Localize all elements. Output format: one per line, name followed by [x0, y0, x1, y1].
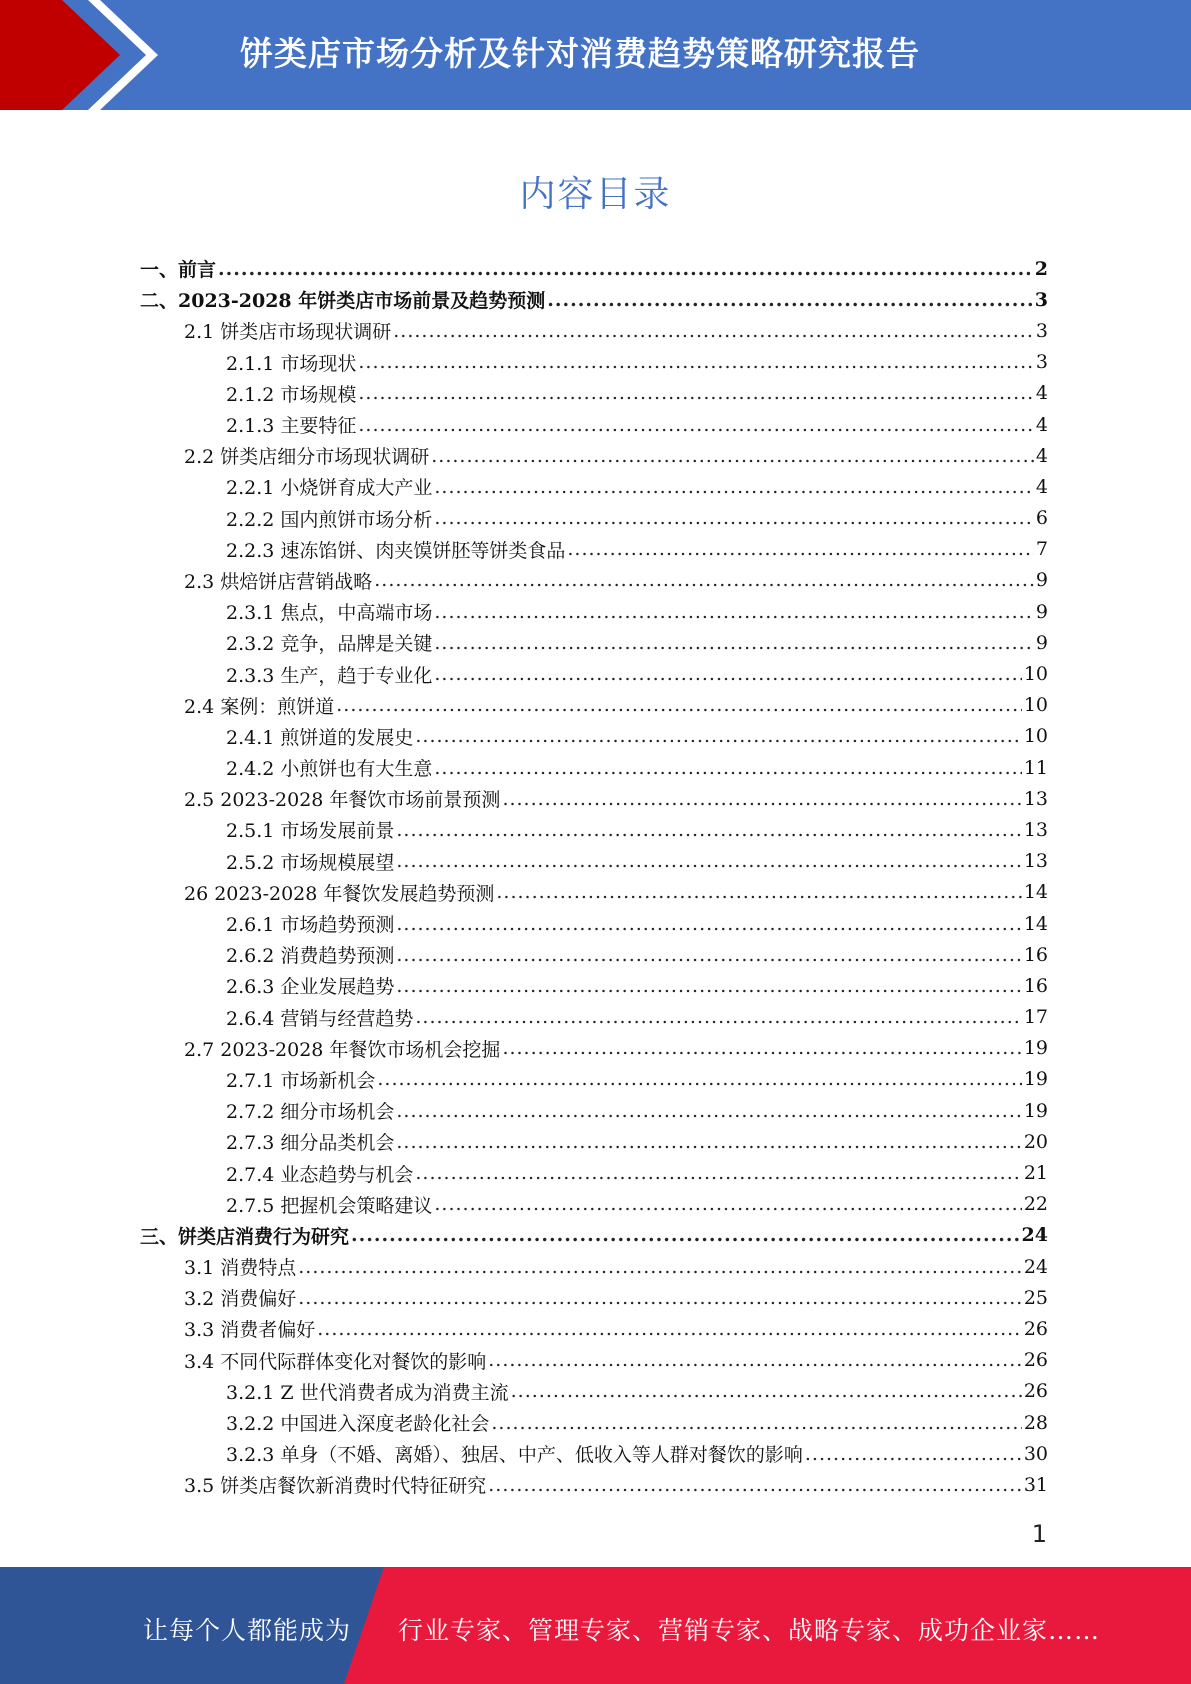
toc-dot-leader — [298, 1256, 1022, 1278]
toc-dot-leader — [491, 1412, 1021, 1434]
toc-entry-page: 10 — [1023, 725, 1048, 748]
toc-entry[interactable] — [140, 1376, 1048, 1407]
toc-entry-page: 11 — [1023, 756, 1048, 779]
header-red-arrow — [0, 0, 120, 110]
toc-dot-leader — [488, 1349, 1022, 1371]
toc-entry[interactable] — [140, 1095, 1048, 1126]
page-number: 1 — [1031, 1520, 1047, 1548]
toc-dot-leader — [396, 1100, 1021, 1122]
toc-entry[interactable] — [140, 814, 1048, 845]
toc-dot-leader — [434, 507, 1034, 529]
toc-entry-label: 3.2.3 单身（不婚、离婚）、独居、中产、低收入等人群对餐饮的影响 — [226, 1444, 803, 1467]
toc-entry-label: 2.7 2023-2028 年餐饮市场机会挖掘 — [184, 1038, 501, 1061]
toc-entry[interactable] — [140, 908, 1048, 939]
toc-entry[interactable] — [140, 503, 1048, 534]
toc-entry-page: 22 — [1023, 1193, 1048, 1216]
toc-dot-leader — [396, 819, 1021, 841]
toc-entry-label: 2.5 2023-2028 年餐饮市场前景预测 — [184, 789, 501, 812]
toc-entry-label: 3.2 消费偏好 — [184, 1288, 297, 1311]
toc-entry-label: 2.7.5 把握机会策略建议 — [226, 1194, 433, 1217]
toc-entry-label: 2.4.1 煎饼道的发展史 — [226, 726, 414, 749]
toc-entry-page: 4 — [1035, 475, 1048, 498]
toc-dot-leader — [298, 1287, 1022, 1309]
toc-dot-leader — [496, 881, 1021, 903]
toc-entry-label: 2.7.3 细分品类机会 — [226, 1132, 395, 1155]
toc-entry-page: 16 — [1023, 943, 1048, 966]
toc-entry-label: 2.3.2 竞争，品牌是关键 — [226, 633, 433, 656]
toc-entry-page: 4 — [1035, 382, 1048, 405]
toc-entry[interactable] — [140, 1313, 1048, 1344]
toc-dot-leader — [434, 757, 1021, 779]
toc-entry-page: 9 — [1035, 631, 1048, 654]
toc-entry-label: 3.5 饼类店餐饮新消费时代特征研究 — [184, 1475, 487, 1498]
toc-entry-page: 16 — [1023, 974, 1048, 997]
toc-entry-page: 3 — [1035, 319, 1048, 342]
toc-dot-leader — [396, 1131, 1021, 1153]
toc-entry-label: 26 2023-2028 年餐饮发展趋势预测 — [184, 882, 495, 905]
report-title: 饼类店市场分析及针对消费趋势策略研究报告 — [240, 34, 920, 73]
table-of-contents — [140, 253, 1048, 1501]
toc-dot-leader — [502, 1037, 1021, 1059]
toc-dot-leader — [396, 850, 1021, 872]
page-footer — [0, 1567, 1191, 1684]
toc-dot-leader — [434, 601, 1034, 623]
toc-entry-page: 2 — [1034, 257, 1048, 280]
toc-entry[interactable] — [140, 1064, 1048, 1095]
toc-dot-leader — [317, 1318, 1022, 1340]
toc-entry-page: 3 — [1034, 288, 1048, 311]
toc-dot-leader — [805, 1443, 1022, 1465]
toc-entry-label: 2.4 案例：煎饼道 — [184, 695, 335, 718]
toc-entry[interactable] — [140, 1438, 1048, 1469]
toc-dot-leader — [374, 569, 1034, 591]
toc-entry[interactable] — [140, 284, 1048, 315]
toc-dot-leader — [393, 320, 1034, 342]
toc-dot-leader — [358, 382, 1034, 404]
toc-entry-page: 31 — [1023, 1473, 1048, 1496]
toc-entry-page: 9 — [1035, 569, 1048, 592]
toc-entry[interactable] — [140, 565, 1048, 596]
toc-dot-leader — [434, 632, 1034, 654]
page-header — [0, 0, 1191, 110]
toc-entry[interactable] — [140, 970, 1048, 1001]
toc-entry[interactable] — [140, 440, 1048, 471]
toc-entry-label: 3.1 消费特点 — [184, 1257, 297, 1280]
toc-entry[interactable] — [140, 1220, 1048, 1251]
toc-entry[interactable] — [140, 1282, 1048, 1313]
toc-entry-page: 13 — [1023, 850, 1048, 873]
toc-dot-leader — [358, 414, 1034, 436]
toc-entry[interactable] — [140, 534, 1048, 565]
toc-entry[interactable] — [140, 1157, 1048, 1188]
toc-entry-page: 24 — [1021, 1224, 1048, 1247]
toc-heading: 内容目录 — [519, 174, 672, 215]
toc-entry-label: 2.2.1 小烧饼育成大产业 — [226, 477, 433, 500]
toc-entry-page: 13 — [1023, 818, 1048, 841]
toc-entry[interactable] — [140, 846, 1048, 877]
toc-entry-label: 3.4 不同代际群体变化对餐饮的影响 — [184, 1350, 487, 1373]
toc-entry-label: 2.2.2 国内煎饼市场分析 — [226, 508, 433, 531]
toc-entry-page: 19 — [1023, 1068, 1048, 1091]
toc-entry-label: 2.2 饼类店细分市场现状调研 — [184, 446, 430, 469]
toc-entry-page: 14 — [1023, 912, 1048, 935]
toc-entry-page: 19 — [1023, 1037, 1048, 1060]
toc-entry-label: 2.1 饼类店市场现状调研 — [184, 321, 392, 344]
toc-entry[interactable] — [140, 1189, 1048, 1220]
toc-entry-page: 26 — [1023, 1349, 1048, 1372]
toc-dot-leader — [434, 663, 1021, 685]
toc-entry-label: 2.1.1 市场现状 — [226, 352, 357, 375]
toc-entry-page: 7 — [1035, 538, 1048, 561]
toc-dot-leader — [511, 1380, 1022, 1402]
toc-entry[interactable] — [140, 315, 1048, 346]
toc-entry-page: 21 — [1023, 1162, 1048, 1185]
toc-entry-label: 2.7.1 市场新机会 — [226, 1069, 376, 1092]
toc-entry[interactable] — [140, 253, 1048, 284]
toc-dot-leader — [351, 1224, 1020, 1246]
toc-dot-leader — [377, 1068, 1021, 1090]
toc-entry[interactable] — [140, 1251, 1048, 1282]
toc-entry[interactable] — [140, 1345, 1048, 1376]
toc-dot-leader — [434, 476, 1034, 498]
toc-entry-label: 2.3 烘焙饼店营销战略 — [184, 570, 373, 593]
toc-entry-label: 2.4.2 小煎饼也有大生意 — [226, 758, 433, 781]
toc-entry-label: 3.2.1 Z 世代消费者成为消费主流 — [226, 1381, 509, 1404]
toc-entry-page: 9 — [1035, 600, 1048, 623]
toc-entry[interactable] — [140, 1002, 1048, 1033]
toc-entry-page: 28 — [1023, 1411, 1048, 1434]
toc-entry-page: 30 — [1023, 1442, 1048, 1465]
footer-slogan-right: 行业专家、管理专家、营销专家、战略专家、成功企业家…… — [398, 1616, 1101, 1645]
toc-entry[interactable] — [140, 409, 1048, 440]
toc-entry[interactable] — [140, 752, 1048, 783]
toc-entry-page: 4 — [1035, 413, 1048, 436]
toc-entry-page: 13 — [1023, 787, 1048, 810]
toc-entry-label: 2.5.2 市场规模展望 — [226, 851, 395, 874]
toc-dot-leader — [502, 788, 1021, 810]
toc-entry[interactable] — [140, 721, 1048, 752]
toc-entry[interactable] — [140, 783, 1048, 814]
toc-entry[interactable] — [140, 939, 1048, 970]
toc-dot-leader — [488, 1474, 1022, 1496]
toc-dot-leader — [567, 538, 1034, 560]
toc-dot-leader — [396, 975, 1021, 997]
toc-entry-label: 2.6.4 营销与经营趋势 — [226, 1007, 414, 1030]
toc-entry-page: 20 — [1023, 1130, 1048, 1153]
toc-entry[interactable] — [140, 658, 1048, 689]
toc-entry[interactable] — [140, 378, 1048, 409]
toc-entry[interactable] — [140, 1033, 1048, 1064]
toc-entry[interactable] — [140, 347, 1048, 378]
toc-dot-leader — [434, 1193, 1021, 1215]
toc-entry[interactable] — [140, 471, 1048, 502]
toc-entry-page: 25 — [1023, 1286, 1048, 1309]
toc-entry-label: 三、饼类店消费行为研究 — [140, 1225, 350, 1248]
toc-entry-page: 26 — [1023, 1317, 1048, 1340]
toc-dot-leader — [547, 289, 1033, 311]
toc-entry[interactable] — [140, 1469, 1048, 1500]
toc-entry-label: 2.1.2 市场规模 — [226, 383, 357, 406]
toc-entry-label: 2.3.1 焦点，中高端市场 — [226, 602, 433, 625]
toc-entry[interactable] — [140, 1407, 1048, 1438]
toc-entry[interactable] — [140, 596, 1048, 627]
toc-entry[interactable] — [140, 877, 1048, 908]
toc-dot-leader — [218, 258, 1033, 280]
toc-entry-label: 一、前言 — [140, 259, 217, 282]
toc-entry-page: 24 — [1023, 1255, 1048, 1278]
toc-entry[interactable] — [140, 1126, 1048, 1157]
toc-dot-leader — [431, 445, 1034, 467]
toc-entry-label: 2.3.3 生产，趋于专业化 — [226, 664, 433, 687]
toc-entry-label: 二、2023-2028 年饼类店市场前景及趋势预测 — [140, 290, 546, 313]
footer-slogan-left: 让每个人都能成为 — [143, 1616, 352, 1645]
toc-entry-page: 3 — [1035, 351, 1048, 374]
toc-entry-label: 2.6.1 市场趋势预测 — [226, 914, 395, 937]
toc-entry-page: 26 — [1023, 1380, 1048, 1403]
toc-entry-label: 2.2.3 速冻馅饼、肉夹馍饼胚等饼类食品 — [226, 539, 566, 562]
toc-entry-label: 2.5.1 市场发展前景 — [226, 820, 395, 843]
toc-dot-leader — [396, 913, 1021, 935]
toc-entry[interactable] — [140, 690, 1048, 721]
toc-entry-label: 2.7.4 业态趋势与机会 — [226, 1163, 414, 1186]
toc-entry-label: 2.6.2 消费趋势预测 — [226, 945, 395, 968]
toc-dot-leader — [415, 725, 1021, 747]
toc-dot-leader — [336, 694, 1022, 716]
toc-entry-label: 3.3 消费者偏好 — [184, 1319, 316, 1342]
toc-entry-label: 3.2.2 中国进入深度老龄化社会 — [226, 1413, 490, 1436]
toc-entry-page: 17 — [1023, 1006, 1048, 1029]
toc-dot-leader — [396, 944, 1021, 966]
toc-entry-label: 2.6.3 企业发展趋势 — [226, 976, 395, 999]
toc-entry-label: 2.7.2 细分市场机会 — [226, 1101, 395, 1124]
toc-dot-leader — [415, 1006, 1021, 1028]
toc-entry-page: 10 — [1023, 694, 1048, 717]
toc-entry[interactable] — [140, 627, 1048, 658]
toc-entry-page: 10 — [1023, 663, 1048, 686]
toc-dot-leader — [415, 1162, 1021, 1184]
toc-entry-page: 19 — [1023, 1099, 1048, 1122]
toc-dot-leader — [358, 351, 1034, 373]
toc-entry-label: 2.1.3 主要特征 — [226, 415, 357, 438]
toc-entry-page: 14 — [1023, 881, 1048, 904]
toc-entry-page: 4 — [1035, 444, 1048, 467]
toc-entry-page: 6 — [1035, 507, 1048, 530]
